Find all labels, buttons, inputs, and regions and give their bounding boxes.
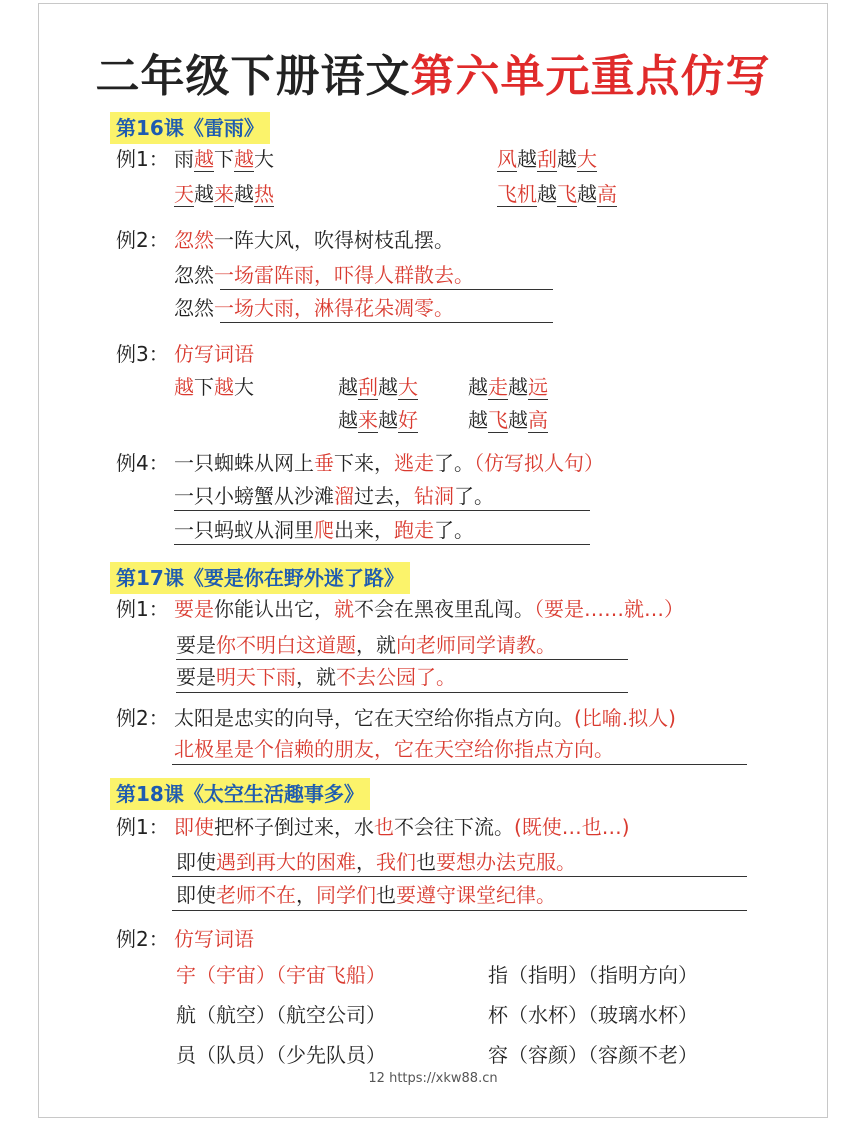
footer-url: 12 https://xkw88.cn (368, 1071, 498, 1086)
page-title (0, 40, 866, 104)
l16-ex3-word1: 越刮越大 (338, 375, 418, 399)
l18-ex2-left-row2: 航（航空）（航空公司） (176, 1003, 386, 1027)
answer-line (176, 659, 628, 660)
l16-ex2-line1: 忽然一场雷阵雨，吓得人群散去。 (174, 263, 474, 287)
lesson16-heading: 第16课《雷雨》 (110, 112, 270, 144)
l16-ex1-line2: 天越来越热 (174, 182, 274, 206)
l16-ex3-label: 例3： (116, 342, 169, 366)
l18-ex1-line2: 即使老师不在，同学们也要遵守课堂纪律。 (176, 883, 556, 907)
answer-line (174, 510, 590, 511)
l17-ex2-line1: 北极星是个信赖的朋友，它在天空给你指点方向。 (174, 737, 614, 761)
answer-line (220, 322, 553, 323)
l16-ex1-label: 例1： (116, 147, 169, 171)
l16-ex4-line1: 一只小螃蟹从沙滩溜过去，钻洞了。 (174, 484, 494, 508)
l16-ex4-label: 例4： (116, 451, 169, 475)
l16-ex1-line1: 雨越下越大 (174, 147, 274, 171)
l18-ex2-right-row3: 容（容颜）（容颜不老） (488, 1043, 698, 1067)
l18-ex1-line1: 即使遇到再大的困难，我们也要想办法克服。 (176, 850, 576, 874)
l16-ex4-line2: 一只蚂蚁从洞里爬出来，跑走了。 (174, 518, 474, 542)
l18-ex2-title: 仿写词语 (174, 927, 254, 951)
l18-ex2-right-row2: 杯（水杯）（玻璃水杯） (488, 1003, 698, 1027)
lesson17-heading: 第17课《要是你在野外迷了路》 (110, 562, 410, 594)
l16-ex1-right2: 飞机越飞越高 (497, 182, 617, 206)
l18-ex2-right-row1: 指（指明）（指明方向） (488, 963, 698, 987)
l16-ex2-label: 例2： (116, 228, 169, 252)
lesson18-heading: 第18课《太空生活趣事多》 (110, 778, 370, 810)
title-red: 第六单元重点仿写 (410, 51, 771, 102)
l16-ex1-right1: 风越刮越大 (497, 147, 597, 171)
l16-ex3-word2: 越走越远 (468, 375, 548, 399)
l17-ex1-line2: 要是明天下雨，就不去公园了。 (176, 665, 456, 689)
l17-ex2-example: 太阳是忠实的向导，它在天空给你指点方向。(比喻.拟人) (174, 706, 676, 730)
l18-ex2-label: 例2： (116, 927, 169, 951)
answer-line (172, 764, 747, 765)
l16-ex3-word0: 越下越大 (174, 375, 254, 399)
l17-ex1-example: 要是你能认出它，就不会在黑夜里乱闯。（要是……就…） (174, 597, 684, 621)
l16-ex3-title: 仿写词语 (174, 342, 254, 366)
l18-ex2-left-row1: 宇（宇宙）（宇宙飞船） (176, 963, 386, 987)
l16-ex3-word3: 越来越好 (338, 408, 418, 432)
l16-ex3-word4: 越飞越高 (468, 408, 548, 432)
l16-ex2-example: 忽然一阵大风，吹得树枝乱摆。 (174, 228, 454, 252)
answer-line (172, 876, 747, 877)
title-black: 二年级下册语文 (95, 51, 411, 102)
l18-ex1-label: 例1： (116, 815, 169, 839)
answer-line (172, 910, 747, 911)
answer-line (176, 692, 628, 693)
l18-ex2-left-row3: 员（队员）（少先队员） (176, 1043, 386, 1067)
l17-ex2-label: 例2： (116, 706, 169, 730)
answer-line (174, 544, 590, 545)
l18-ex1-example: 即使把杯子倒过来，水也不会往下流。(既使…也…) (174, 815, 630, 839)
l17-ex1-label: 例1： (116, 597, 169, 621)
answer-line (220, 289, 553, 290)
l16-ex2-line2: 忽然一场大雨，淋得花朵凋零。 (174, 296, 454, 320)
l17-ex1-line1: 要是你不明白这道题，就向老师同学请教。 (176, 633, 556, 657)
l16-ex4-example: 一只蜘蛛从网上垂下来，逃走了。（仿写拟人句） (174, 451, 604, 475)
